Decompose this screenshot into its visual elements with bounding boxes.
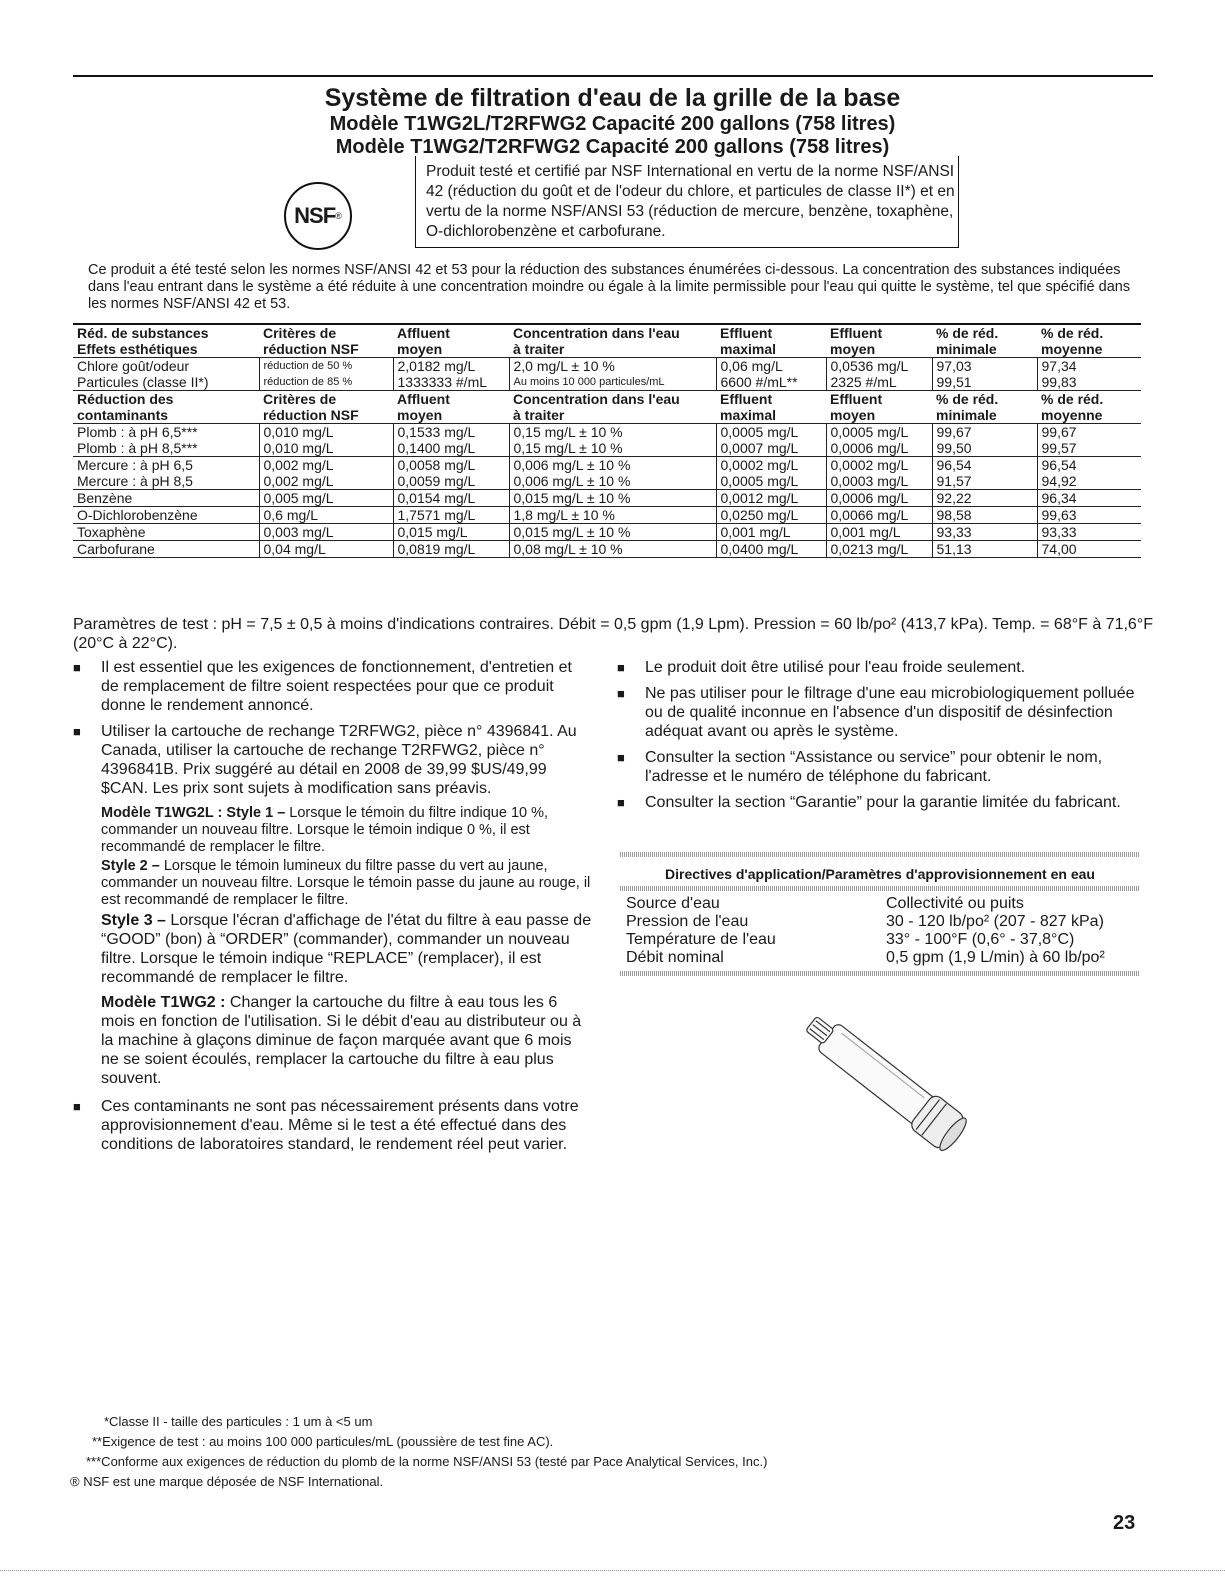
model-subtitle-1: Modèle T1WG2L/T2RFWG2 Capacité 200 gallons (758 litres) — [329, 113, 896, 135]
table-cell: Benzène — [73, 490, 259, 507]
table-cell: 0,1533 mg/L — [393, 424, 509, 441]
table-cell: Effluent — [826, 324, 932, 341]
table-cell: 99,50 — [932, 440, 1037, 457]
table-cell: contaminants — [73, 407, 259, 424]
table-cell: 0,0006 mg/L — [826, 440, 932, 457]
nsf-logo-icon: NSF ® — [284, 182, 352, 250]
table-cell: Critères de — [259, 324, 393, 341]
table-cell: % de réd. — [936, 391, 999, 407]
table-cell: Affluent — [393, 324, 509, 341]
table-cell: 0,0005 mg/L — [716, 473, 826, 490]
bullet-replacement-cartridge: ■ Utiliser la cartouche de rechange T2RFWG2, pièce n° 4396841. Au Canada, utiliser la cartouche de rechange T2RFWG2, pièce n° 4396841B. Prix suggéré au détail en 2008 de 39,99 $US/49,99 $CAN. Les prix sont sujets à modification sans préavis. — [73, 722, 593, 798]
directive-row: Débit nominal 0,5 gpm (1,9 L/min) à 60 lb/po² — [626, 949, 1105, 966]
table-cell: 0,0536 mg/L — [826, 358, 932, 375]
table-cell: 51,13 — [932, 541, 1037, 558]
table-cell: 99,51 — [932, 374, 1037, 391]
table-cell: 0,010 mg/L — [259, 440, 393, 457]
table-cell: 2,0 mg/L ± 10 % — [509, 358, 716, 375]
table-cell: Réd. de substances — [73, 324, 259, 341]
table-cell: Mercure : à pH 6,5 — [77, 457, 193, 473]
table-cell: Plomb : à pH 8,5*** — [73, 440, 259, 457]
table-cell: 0,001 mg/L — [826, 524, 932, 541]
table-cell: 0,0213 mg/L — [826, 541, 932, 558]
table-cell: 0,0002 mg/L — [826, 457, 932, 474]
table-cell: 0,0012 mg/L — [716, 490, 826, 507]
table-cell: 0,0819 mg/L — [393, 541, 509, 558]
table-header-row — [73, 324, 1141, 341]
table-cell: % de réd. — [1037, 324, 1141, 341]
table-cell: 96,54 — [932, 457, 1037, 474]
table-cell: minimale — [932, 407, 1037, 424]
table-cell: 0,08 mg/L ± 10 % — [509, 541, 716, 558]
table-cell: Particules (classe II*) — [73, 374, 259, 391]
table-cell: Concentration dans l'eau — [513, 391, 680, 407]
table-cell: 0,001 mg/L — [716, 524, 826, 541]
directive-row: Pression de l'eau 30 - 120 lb/po² (207 - 827 kPa) — [626, 913, 1104, 930]
table-cell: maximal — [716, 407, 826, 424]
bullet-operating-requirements: ■ Il est essentiel que les exigences de fonctionnement, d'entretien et de remplacement de filtre soient respectées pour que ce produit donne le rendement annoncé. — [73, 658, 593, 715]
table-row — [73, 358, 1141, 375]
table-header-row — [73, 407, 1141, 424]
table-cell: % de réd. — [1041, 391, 1104, 407]
table-cell: 96,34 — [1037, 490, 1141, 507]
table-header-row — [73, 391, 1141, 408]
table-cell: 0,15 mg/L ± 10 % — [509, 440, 716, 457]
style1-note: Modèle T1WG2L : Style 1 – Lorsque le témoin du filtre indique 10 %, commander un nouveau filtre. Lorsque le témoin indique 0 %, il est recommandé de remplacer le filtre. — [101, 805, 549, 855]
model-t1wg2-note: Modèle T1WG2 : Changer la cartouche du filtre à eau tous les 6 mois en fonction de l'utilisation. Si le débit d'eau au distributeur ou à la machine à glaçons diminue de façon marquée avant que 6 mois ne se soient écoulés, remplacer la cartouche du filtre à eau plus souvent. — [101, 994, 582, 1087]
table-cell: à traiter — [509, 341, 716, 358]
table-cell: 0,002 mg/L — [259, 457, 393, 474]
table-row — [73, 507, 1141, 524]
table-cell: 0,0006 mg/L — [826, 490, 932, 507]
table-cell: 0,0007 mg/L — [716, 440, 826, 457]
table-cell: moyenne — [1037, 407, 1141, 424]
table-cell: 99,67 — [1037, 424, 1141, 441]
table-cell: 0,0250 mg/L — [716, 507, 826, 524]
table-cell: réduction de 85 % — [259, 374, 393, 391]
table-cell: 0,0066 mg/L — [826, 507, 932, 524]
table-cell: 0,0003 mg/L — [826, 473, 932, 490]
footnote: ***Conforme aux exigences de réduction du plomb de la norme NSF/ANSI 53 (testé par Pace Analytical Services, Inc.) — [86, 1454, 768, 1469]
bullet-cold-water: ■ Le produit doit être utilisé pour l'eau froide seulement. — [617, 658, 1147, 677]
table-cell: 97,34 — [1037, 358, 1141, 375]
table-cell: 0,15 mg/L ± 10 % — [509, 424, 716, 441]
table-cell: 0,006 mg/L ± 10 % — [509, 457, 716, 474]
table-cell: Effluent — [716, 324, 826, 341]
model-subtitle-2: Modèle T1WG2/T2RFWG2 Capacité 200 gallons (758 litres) — [335, 136, 890, 158]
table-cell: 0,0005 mg/L — [826, 424, 932, 441]
table-cell: moyen — [826, 341, 932, 358]
table-cell: 92,22 — [932, 490, 1037, 507]
directives-box — [620, 852, 1140, 976]
directive-row: Source d'eau Collectivité ou puits — [626, 895, 1024, 912]
table-cell: Toxaphène — [73, 524, 259, 541]
bottom-rule — [0, 1570, 1225, 1571]
footnote: ® NSF est une marque déposée de NSF International. — [70, 1474, 384, 1489]
table-row — [73, 440, 1141, 457]
table-cell: 0,0005 mg/L — [716, 424, 826, 441]
table-cell: 93,33 — [1037, 524, 1141, 541]
title-block — [0, 84, 1225, 159]
style2-note: Style 2 – Lorsque le témoin lumineux du filtre passe du vert au jaune, commander un nouveau filtre. Lorsque le témoin passe du jaune au rouge, il est recommandé de remplacer le filtre. — [101, 858, 591, 908]
table-cell: Plomb : à pH 6,5*** — [77, 424, 198, 440]
table-cell: 0,0059 mg/L — [393, 473, 509, 490]
table-cell: Concentration dans l'eau — [509, 324, 716, 341]
table-row — [73, 524, 1141, 541]
table-cell: moyen — [393, 341, 509, 358]
water-filter-cartridge-icon — [780, 1010, 1000, 1160]
table-cell: maximal — [716, 341, 826, 358]
table-cell: 6600 #/mL** — [716, 374, 826, 391]
table-cell: 74,00 — [1037, 541, 1141, 558]
table-cell: 0,005 mg/L — [259, 490, 393, 507]
table-cell: 0,0002 mg/L — [716, 457, 826, 474]
table-cell: à traiter — [509, 407, 716, 424]
performance-table — [73, 323, 1141, 558]
table-cell: 0,006 mg/L ± 10 % — [509, 473, 716, 490]
table-cell: 0,015 mg/L ± 10 % — [509, 524, 716, 541]
table-row — [73, 473, 1141, 490]
table-cell: 0,015 mg/L — [393, 524, 509, 541]
directives-rows — [620, 891, 1140, 971]
table-cell: % de réd. — [932, 324, 1037, 341]
certification-box: Produit testé et certifié par NSF International en vertu de la norme NSF/ANSI 42 (réduction du goût et de l'odeur du chlore, et particules de classe II*) et en vertu de la norme NSF/ANSI 53 (réduction de mercure, benzène, toxaphène, O-dichlorobenzène et carbofurane. — [415, 156, 959, 248]
directives-title: Directives d'application/Paramètres d'approvisionnement en eau — [665, 866, 1095, 882]
table-cell: Au moins 10 000 particules/mL — [509, 374, 716, 391]
footnote: *Classe II - taille des particules : 1 um à <5 um — [104, 1414, 373, 1429]
right-column — [617, 658, 1147, 819]
test-parameters: Paramètres de test : pH = 7,5 ± 0,5 à moins d'indications contraires. Débit = 0,5 gpm (1,9 Lpm). Pression = 60 lb/po² (413,7 kPa). Temp. = 68°F à 71,6°F (20°C à 22°C). — [73, 616, 1153, 652]
table-cell: 0,1400 mg/L — [393, 440, 509, 457]
table-cell: réduction de 50 % — [259, 358, 393, 375]
table-row — [73, 490, 1141, 507]
footnotes — [70, 1412, 767, 1492]
table-cell: O-Dichlorobenzène — [73, 507, 259, 524]
table-cell: 1,7571 mg/L — [393, 507, 509, 524]
table-cell: moyenne — [1037, 341, 1141, 358]
table-cell: 2,0182 mg/L — [393, 358, 509, 375]
table-cell: 99,83 — [1037, 374, 1141, 391]
table-header-row — [73, 341, 1141, 358]
table-cell: 94,92 — [1037, 473, 1141, 490]
table-row — [73, 374, 1141, 391]
table-row — [73, 457, 1141, 474]
table-cell: 1333333 #/mL — [393, 374, 509, 391]
page-number: 23 — [1113, 1512, 1136, 1534]
table-cell: 99,63 — [1037, 507, 1141, 524]
table-cell: moyen — [826, 407, 932, 424]
style3-note: Style 3 – Lorsque l'écran d'affichage de l'état du filtre à eau passe de “GOOD” (bon) à “ORDER” (commander), commander un nouveau filtre. Lorsque le témoin indique “REPLACE” (remplacer), il est recommandé de remplacer le filtre. — [101, 912, 592, 986]
table-cell: 0,003 mg/L — [259, 524, 393, 541]
table-cell: moyen — [393, 407, 509, 424]
bullet-contaminants-note: ■ Ces contaminants ne sont pas nécessairement présents dans votre approvisionnement d'eau. Même si le test a été effectué dans des conditions de laboratoires standard, le rendement réel peut varier. — [73, 1097, 593, 1154]
table-cell: 96,54 — [1037, 457, 1141, 474]
table-cell: 93,33 — [932, 524, 1037, 541]
table-cell: 0,0400 mg/L — [716, 541, 826, 558]
table-row — [73, 541, 1141, 558]
bullet-microbiological: ■ Ne pas utiliser pour le filtrage d'une eau microbiologiquement polluée ou de qualité inconnue en l'absence d'un dispositif de désinfection adéquat avant ou après le système. — [617, 684, 1147, 741]
table-cell: Carbofurane — [73, 541, 259, 558]
table-cell: 0,0154 mg/L — [393, 490, 509, 507]
table-cell: 91,57 — [932, 473, 1037, 490]
table-cell: Mercure : à pH 8,5 — [73, 473, 259, 490]
table-cell: réduction NSF — [259, 341, 393, 358]
page-title: Système de filtration d'eau de la grille de la base — [324, 84, 901, 112]
footnote: **Exigence de test : au moins 100 000 particules/mL (poussière de test fine AC). — [92, 1434, 554, 1449]
table-cell: 99,57 — [1037, 440, 1141, 457]
table-cell: Affluent — [397, 391, 450, 407]
table-cell: 99,67 — [932, 424, 1037, 441]
bullet-assistance: ■ Consulter la section “Assistance ou service” pour obtenir le nom, l'adresse et le numéro de téléphone du fabricant. — [617, 748, 1147, 786]
table-cell: réduction NSF — [259, 407, 393, 424]
table-cell: Chlore goût/odeur — [77, 358, 190, 374]
left-column — [73, 658, 593, 1161]
table-cell: 0,0058 mg/L — [393, 457, 509, 474]
table-cell: Réduction des — [77, 391, 174, 407]
table-cell: Effluent — [830, 391, 883, 407]
table-cell: 0,06 mg/L — [716, 358, 826, 375]
table-cell: Effluent — [720, 391, 773, 407]
table-cell: Effets esthétiques — [73, 341, 259, 358]
table-cell: 2325 #/mL — [826, 374, 932, 391]
table-cell: 0,002 mg/L — [259, 473, 393, 490]
table-cell: 98,58 — [932, 507, 1037, 524]
table-cell: 97,03 — [932, 358, 1037, 375]
table-cell: Critères de — [263, 391, 337, 407]
table-cell: minimale — [932, 341, 1037, 358]
table-cell: 0,6 mg/L — [259, 507, 393, 524]
table-cell: 0,04 mg/L — [259, 541, 393, 558]
bullet-warranty: ■ Consulter la section “Garantie” pour la garantie limitée du fabricant. — [617, 793, 1147, 812]
table-row — [73, 424, 1141, 441]
table-cell: 0,015 mg/L ± 10 % — [509, 490, 716, 507]
top-rule — [73, 75, 1153, 77]
table-cell: 0,010 mg/L — [259, 424, 393, 441]
directive-row: Température de l'eau 33° - 100°F (0,6° - 37,8°C) — [626, 931, 1075, 948]
intro-paragraph: Ce produit a été testé selon les normes NSF/ANSI 42 et 53 pour la réduction des substances énumérées ci-dessous. La concentration des substances indiquées dans l'eau entrant dans le système a été réduite à une concentration moindre ou égale à la limite permissible pour l'eau qui quitte le système, tel que spécifié dans les normes NSF/ANSI 42 et 53. — [88, 262, 1131, 312]
table-cell: 1,8 mg/L ± 10 % — [509, 507, 716, 524]
